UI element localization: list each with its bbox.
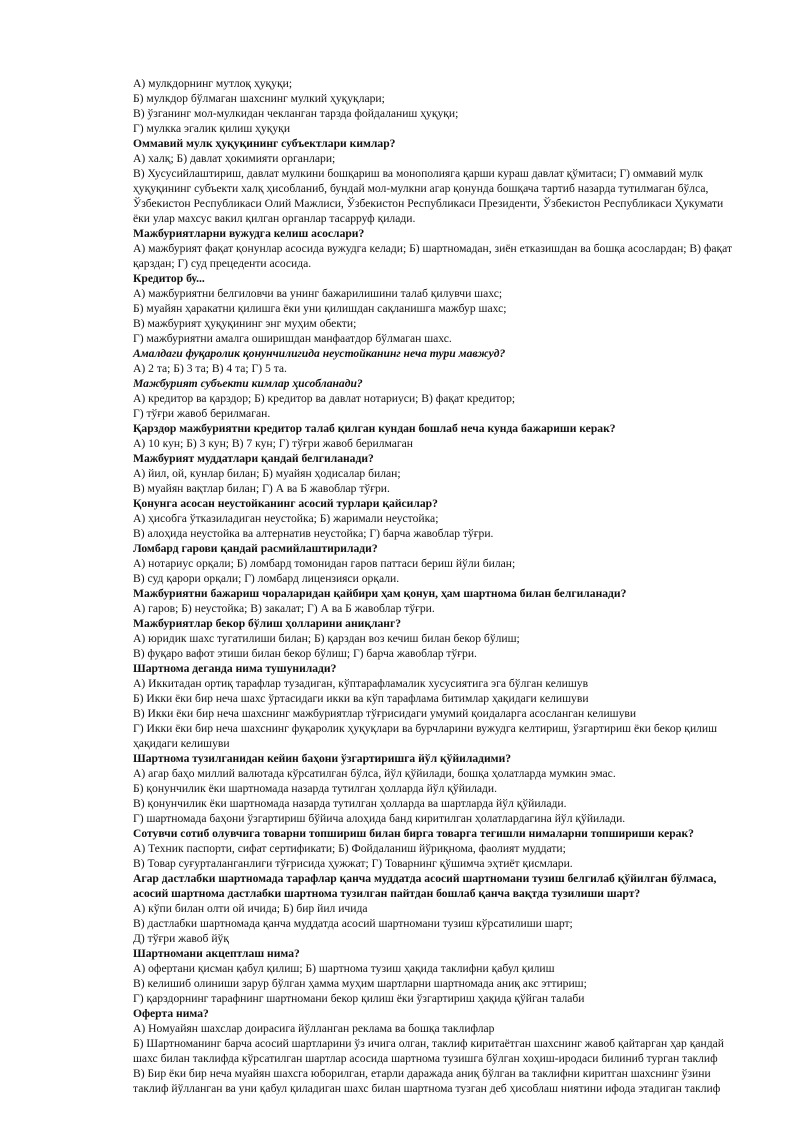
answer-line: Г) мулкка эгалик қилиш ҳуқуқи — [133, 122, 291, 135]
question-line: Оммавий мулк ҳуқуқининг субъектлари кимлар? — [133, 137, 396, 150]
answer-line: Б) қонунчилик ёки шартномада назарда тутилган ҳолларда йўл қўйилади. — [133, 782, 498, 795]
answer-line: Б) Икки ёки бир неча шахс ўртасидаги икки ва кўп тарафлама битимлар ҳақидаги келишуви — [133, 692, 589, 705]
answer-line: В) дастлабки шартномада қанча муддатда асосий шартномани тузиш кўрсатилиши шарт; — [133, 917, 573, 930]
answer-line: Б) Шартноманинг барча асосий шартларини ўз ичига олган, таклиф киритаётган шахснинг жавоб қайтарган ҳар қандай шахс билан таклифда кўрсатилган шартлар асосида шартнома тузишга бўлган хоҳиш-иродаси билиниб турган таклиф — [133, 1037, 724, 1065]
answer-line: В) ўзганинг мол-мулкидан чекланган тарзда фойдаланиш ҳуқуқи; — [133, 107, 459, 120]
question-line: Шартномани акцептлаш нима? — [133, 947, 300, 960]
answer-line: А) йил, ой, кунлар билан; Б) муайян ҳодисалар билан; — [133, 467, 401, 480]
answer-line: Г) шартномада баҳони ўзгартириш бўйича алоҳида банд киритилган ҳолатлардагина йўл қўйилади. — [133, 812, 626, 825]
question-line: Ломбард гарови қандай расмийлаштирилади? — [133, 542, 378, 555]
question-line: Кредитор бу... — [133, 272, 205, 285]
answer-line: А) халқ; Б) давлат ҳокимияти органлари; — [133, 152, 336, 165]
question-line: Амалдаги фуқаролик қонунчилигида неустойканинг неча тури мавжуд? — [133, 347, 506, 360]
question-line: Шартнома тузилганидан кейин баҳони ўзгартиришга йўл қўйиладими? — [133, 752, 512, 765]
question-line: Қонунга асосан неустойканинг асосий турлари қайсилар? — [133, 497, 438, 510]
answer-line: А) мажбурият фақат қонунлар асосида вужудга келади; Б) шартномадан, зиён етказишдан ва бошқа асослардан; В) фақат қарздан; Г) суд прецеденти асосида. — [133, 242, 733, 270]
answer-line: А) кредитор ва қарздор; Б) кредитор ва давлат нотариуси; В) фақат кредитор; — [133, 392, 516, 405]
answer-line: В) фуқаро вафот этиши билан бекор бўлиш; Г) барча жавоблар тўғри. — [133, 647, 477, 660]
answer-line: В) алоҳида неустойка ва алтернатив неустойка; Г) барча жавоблар тўғри. — [133, 527, 494, 540]
answer-line: А) Номуайян шахслар доирасига йўлланган реклама ва бошқа таклифлар — [133, 1022, 495, 1035]
answer-line: Г) Икки ёки бир неча шахснинг фуқаролик ҳуқуқлари ва бурчларини вужудга келтириш, ўзгартириш ёки бекор қилиш ҳақидаги келишуви — [133, 722, 718, 750]
answer-line: А) ҳисобга ўтказиладиган неустойка; Б) жаримали неустойка; — [133, 512, 439, 525]
question-line: Мажбуриятни бажариш чораларидан қайбири ҳам қонун, ҳам шартнома билан белгиланади? — [133, 587, 627, 600]
question-line: Шартнома деганда нима тушунилади? — [133, 662, 337, 675]
answer-line: Г) қарздорнинг тарафнинг шартномани бекор қилиш ёки ўзгартириш ҳақида қўйган талаби — [133, 992, 585, 1005]
question-line: Сотувчи сотиб олувчига товарни топшириш билан бирга товарга тегишли нималарни топшириши керак? — [133, 827, 694, 840]
answer-line: В) мажбурият ҳуқуқининг энг муҳим обекти; — [133, 317, 357, 330]
question-line: Агар дастлабки шартномада тарафлар қанча муддатда асосий шартномани тузиш белгилаб қўйилган бўлмаса, асосий шартнома дастлабки шартнома тузилган пайтдан бошлаб қанча вақтда тузилиши шарт? — [133, 872, 717, 900]
answer-line: А) нотариус орқали; Б) ломбард томонидан гаров паттаси бериш йўли билан; — [133, 557, 516, 570]
question-line: Оферта нима? — [133, 1007, 209, 1020]
answer-line: Б) муайян ҳаракатни қилишга ёки уни қилишдан сақланишга мажбур шахс; — [133, 302, 507, 315]
answer-line: Б) мулкдор бўлмаган шахснинг мулкий ҳуқуқлари; — [133, 92, 385, 105]
question-line: Мажбуриятларни вужудга келиш асослари? — [133, 227, 365, 240]
answer-line: А) Техник паспорти, сифат сертификати; Б) Фойдаланиш йўриқномa, фаолият муддати; — [133, 842, 566, 855]
answer-line: В) Икки ёки бир неча шахснинг мажбуриятлар тўғрисидаги умумий қоидаларга асосланган келишуви — [133, 707, 637, 720]
answer-line: Г) тўғри жавоб берилмаган. — [133, 407, 271, 420]
document-page — [133, 76, 741, 1096]
answer-line: А) Иккитадан ортиқ тарафлар тузадиган, кўптарафламалик хусусиятига эга бўлган келишув — [133, 677, 589, 690]
answer-line: А) агар баҳо миллий валютада кўрсатилган бўлса, йўл қўйилади, бошқа ҳолатларда мумкин эмас. — [133, 767, 616, 780]
answer-line: А) 2 та; Б) 3 та; В) 4 та; Г) 5 та. — [133, 362, 287, 375]
answer-line: А) мажбуриятни белгиловчи ва унинг бажарилишини талаб қилувчи шахс; — [133, 287, 503, 300]
answer-line: Д) тўғри жавоб йўқ — [133, 932, 229, 945]
answer-line: А) 10 кун; Б) 3 кун; В) 7 кун; Г) тўғри жавоб берилмаган — [133, 437, 414, 450]
answer-line: В) суд қарори орқали; Г) ломбард лицензияси орқали. — [133, 572, 400, 585]
question-line: Мажбуриятлар бекор бўлиш ҳолларини аниқланг? — [133, 617, 402, 630]
answer-line: В) муайян вақтлар билан; Г) А ва Б жавоблар тўғри. — [133, 482, 390, 495]
answer-line: А) гаров; Б) неустойка; В) закалат; Г) А ва Б жавоблар тўғри. — [133, 602, 435, 615]
answer-line: А) юридик шахс тугатилиши билан; Б) қарздан воз кечиш билан бекор бўлиш; — [133, 632, 520, 645]
question-line: Қарздор мажбуриятни кредитор талаб қилган кундан бошлаб неча кунда бажариши керак? — [133, 422, 616, 435]
answer-line: В) Товар суғурталанганлиги тўғрисида ҳужжат; Г) Товарнинг қўшимча эҳтиёт қисмлари. — [133, 857, 573, 870]
answer-line: А) офертани қисман қабул қилиш; Б) шартнома тузиш ҳақида таклифни қабул қилиш — [133, 962, 555, 975]
question-line: Мажбурият муддатлари қандай белгиланади? — [133, 452, 374, 465]
question-line: Мажбурият субъекти кимлар ҳисобланади? — [133, 377, 363, 390]
answer-line: А) мулкдорнинг мутлоқ ҳуқуқи; — [133, 77, 293, 90]
answer-line: В) қонунчилик ёки шартномада назарда тутилган ҳолларда ва шартларда йўл қўйилади. — [133, 797, 567, 810]
answer-line: А) кўпи билан олти ой ичида; Б) бир йил ичида — [133, 902, 368, 915]
answer-line: В) Бир ёки бир неча муайян шахсга юборилган, етарли даражада аниқ бўлган ва таклифни киритган шахснинг ўзини таклиф йўлланган ва уни қабул қиладиган шахс билан шартнома тузган деб ҳисоблаш ниятини ифода этадиган таклиф — [133, 1067, 721, 1095]
answer-line: Г) мажбуриятни амалга оширишдан манфаатдор бўлмаган шахс. — [133, 332, 452, 345]
answer-line: В) Хусусийлаштириш, давлат мулкини бошқариш ва монополияга қарши кураш давлат қўмитаси; Г) оммавий мулк ҳуқуқининг субъекти халқ ҳисобланиб, бундай мол-мулкни агар қонунда бошқача тартиб назарда тутилмаган бўлса, Ўзбекистон Республикаси Олий Мажлиси, Ўзбекистон Республикаси Президенти, Ўзбекистон Республикаси Ҳукумати ёки улар махсус вакил қилган органлар тасарруф қилади. — [133, 167, 724, 225]
answer-line: В) келишиб олиниши зарур бўлган ҳамма муҳим шартларни шартномада аниқ акс эттириш; — [133, 977, 587, 990]
